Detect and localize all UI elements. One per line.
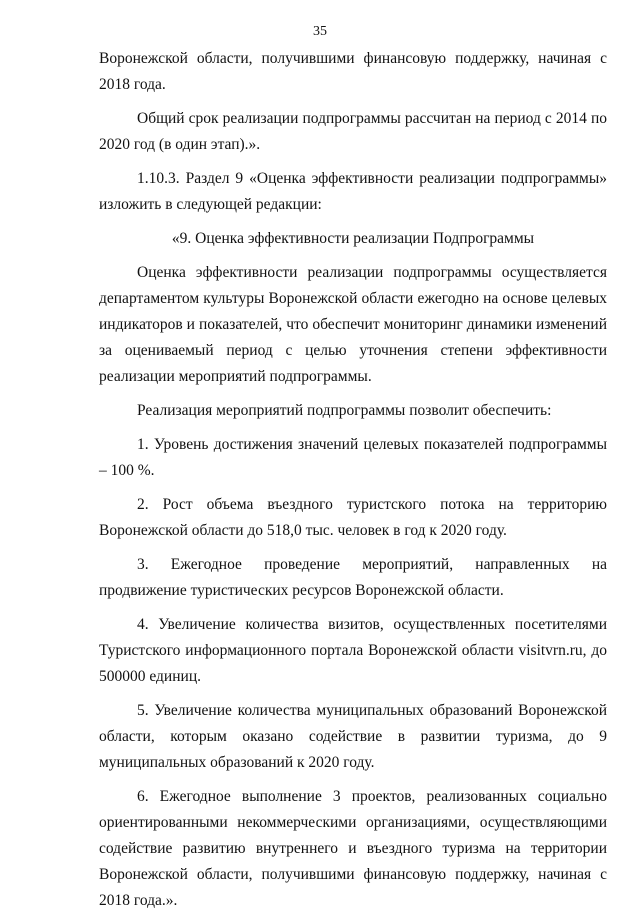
paragraph-continuation: Воронежской области, получившими финансовую поддержку, начиная с 2018 года. <box>99 50 607 93</box>
list-item-6: 6. Ежегодное выполнение 3 проектов, реализованных социально ориентированными некоммерческими организациями, осуществляющими содействие развитию внутреннего и въездного туризма на территории Воронежской области, получившими финансовую поддержку, начиная с 2018 года.». <box>99 788 607 909</box>
paragraph-section-amendment: 1.10.3. Раздел 9 «Оценка эффективности реализации подпрограммы» изложить в следующей редакции: <box>99 170 607 213</box>
paragraph-list-intro: Реализация мероприятий подпрограммы позволит обеспечить: <box>137 402 552 419</box>
paragraph-implementation-period: Общий срок реализации подпрограммы рассчитан на период с 2014 по 2020 год (в один этап).». <box>99 110 607 153</box>
list-item-5: 5. Увеличение количества муниципальных образований Воронежской области, которым оказано содействие в развитии туризма, до 9 муниципальных образований к 2020 году. <box>99 702 607 771</box>
list-item-4: 4. Увеличение количества визитов, осуществленных посетителями Туристского информационного портала Воронежской области visitvrn.ru, до 500000 единиц. <box>99 616 607 685</box>
page-number: 35 <box>313 24 327 39</box>
list-item-2: 2. Рост объема въездного туристского потока на территорию Воронежской области до 518,0 тыс. человек в год к 2020 году. <box>99 496 607 539</box>
document-body <box>99 46 607 922</box>
section-heading: «9. Оценка эффективности реализации Подпрограммы <box>171 230 535 247</box>
list-item-1: 1. Уровень достижения значений целевых показателей подпрограммы – 100 %. <box>99 436 607 479</box>
paragraph-evaluation: Оценка эффективности реализации подпрограммы осуществляется департаментом культуры Воронежской области ежегодно на основе целевых индикаторов и показателей, что обеспечит мониторинг динамики изменений за оцениваемый период с целью уточнения степени эффективности реализации мероприятий подпрограммы. <box>99 264 607 385</box>
list-item-3: 3. Ежегодное проведение мероприятий, направленных на продвижение туристических ресурсов Воронежской области. <box>99 556 607 599</box>
